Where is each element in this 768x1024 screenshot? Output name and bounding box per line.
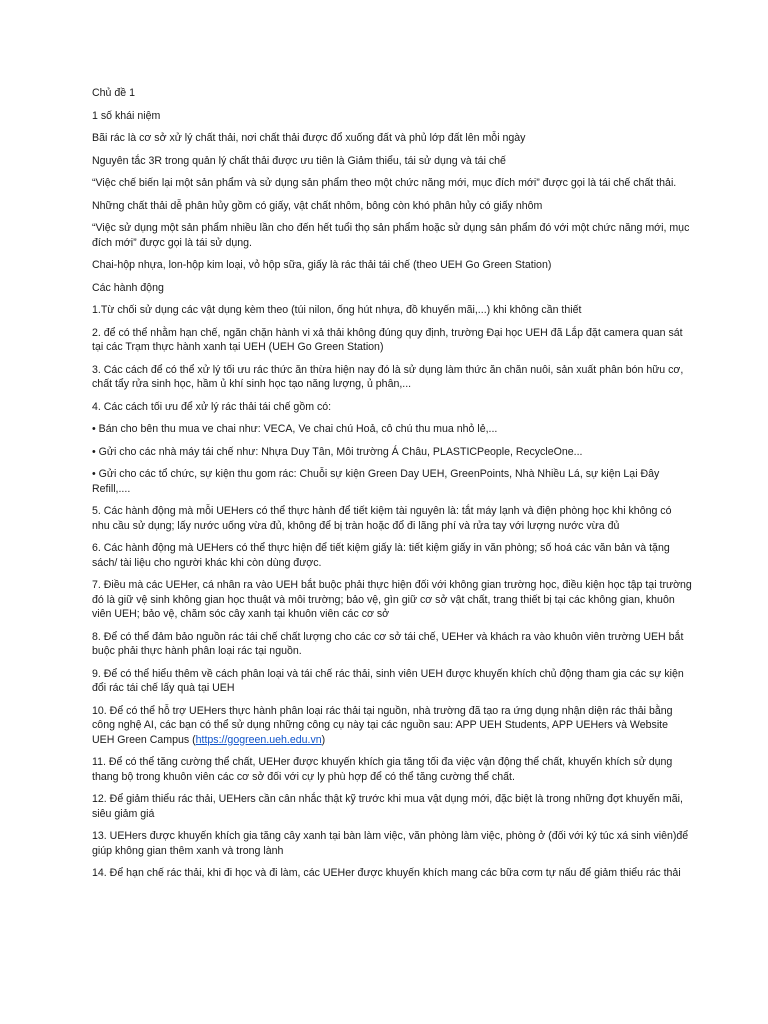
bullet-item: • Gửi cho các nhà máy tái chế như: Nhựa Duy Tân, Môi trường Á Châu, PLASTICPeople, RecycleOne... bbox=[92, 445, 583, 458]
action-item: 6. Các hành động mà UEHers có thể thực hiện để tiết kiệm giấy là: tiết kiệm giấy in văn phòng; số hoá các văn bản và tặng sách/ tài liệu cho người khác khi còn dùng được. bbox=[92, 542, 670, 569]
bullet-item: • Gửi cho các tổ chức, sự kiện thu gom rác: Chuỗi sự kiện Green Day UEH, GreenPoints, Nhà Nhiều Lá, sự kiện Lại Đây Refill,.... bbox=[92, 468, 660, 495]
action-item: 9. Để có thể hiểu thêm về cách phân loại và tái chế rác thải, sinh viên UEH được khuyến khích chủ động tham gia các sự kiện đổi rác tái chế lấy quà tại UEH bbox=[92, 667, 684, 694]
paragraph: “Việc sử dụng một sản phẩm nhiều lần cho đến hết tuổi thọ sản phẩm hoặc sử dụng sản phẩm đó với một chức năng mới, mục đích mới” được gọi là tái sử dụng. bbox=[92, 222, 690, 249]
action-item: 13. UEHers được khuyến khích gia tăng cây xanh tại bàn làm việc, văn phòng làm việc, phòng ở (đối với ký túc xá sinh viên)để giúp không gian thêm xanh và trong lành bbox=[92, 830, 689, 857]
gogreen-website-link[interactable]: https://gogreen.ueh.edu.vn bbox=[195, 733, 322, 746]
section-heading: Các hành động bbox=[92, 281, 164, 294]
paragraph-title: Chủ đề 1 bbox=[92, 87, 135, 99]
action-item-with-link bbox=[92, 704, 692, 748]
action-item: 14. Để hạn chế rác thải, khi đi học và đi làm, các UEHer được khuyến khích mang các bữa cơm tự nấu để giảm thiểu rác thải bbox=[92, 867, 681, 879]
action-item: 5. Các hành động mà mỗi UEHers có thể thực hành để tiết kiệm tài nguyên là: tắt máy lạnh và điện phòng học khi không có nhu cầu sử dụng; lấy nước uống vừa đủ, không để bị tràn hoặc đổ đi lãng phí và rửa tay với lượng nước vừa đủ bbox=[92, 505, 672, 532]
closing-paren: ) bbox=[321, 733, 326, 746]
paragraph: Những chất thải dễ phân hủy gồm có giấy, vật chất nhôm, bông còn khó phân hủy có giấy nhôm bbox=[92, 199, 543, 212]
action-item: 4. Các cách tối ưu để xử lý rác thải tái chế gồm có: bbox=[92, 400, 332, 413]
action-item: 7. Điều mà các UEHer, cá nhân ra vào UEH bắt buộc phải thực hiện đối với không gian trường học, điều kiện học tập tại trường đó là giữ vệ sinh không gian học thuật và môi trường; bảo vệ, gìn giữ cơ sở vật chất, trang thiết bị tại các không gian, khuôn viên UEH; bảo vệ, chăm sóc cây xanh tại khuôn viên các cơ sở bbox=[92, 579, 692, 620]
action-item: 2. để có thể nhằm hạn chế, ngăn chặn hành vi xả thải không đúng quy định, trường Đại học UEH đã Lắp đặt camera quan sát tại các Trạm thực hành xanh tại UEH (UEH Go Green Station) bbox=[92, 326, 683, 353]
action-item: 12. Để giảm thiểu rác thải, UEHers cần cân nhắc thật kỹ trước khi mua vật dụng mới, đặc biệt là trong những đợt khuyến mãi, siêu giảm giá bbox=[92, 793, 683, 820]
bullet-item: • Bán cho bên thu mua ve chai như: VECA, Ve chai chú Hoả, cô chú thu mua nhỏ lẻ,... bbox=[92, 423, 498, 435]
action-item-text: 10. Để có thể hỗ trợ UEHers thực hành phân loại rác thải tại nguồn, nhà trường đã tạo ra ứng dụng nhận diện rác thải bằng công nghệ AI, các bạn có thể sử dụng những công cụ này tại các nguồn sau: APP UEH Students, APP UEHers và Website UEH Green Campus ( bbox=[92, 704, 673, 746]
paragraph: “Việc chế biến lại một sản phẩm và sử dụng sản phẩm theo một chức năng mới, mục đích mới” được gọi là tái chế chất thải. bbox=[92, 177, 677, 189]
paragraph: Bãi rác là cơ sở xử lý chất thải, nơi chất thải được đổ xuống đất và phủ lớp đất lên mỗi ngày bbox=[92, 132, 526, 144]
action-item: 8. Để có thể đảm bảo nguồn rác tái chế chất lượng cho các cơ sở tái chế, UEHer và khách ra vào khuôn viên trường UEH bắt buộc phải thực hành phân loại rác tại nguồn. bbox=[92, 630, 684, 657]
action-item: 1.Từ chối sử dụng các vật dụng kèm theo (túi nilon, ống hút nhựa, đồ khuyến mãi,...) khi không cần thiết bbox=[92, 304, 582, 316]
paragraph: Nguyên tắc 3R trong quản lý chất thải được ưu tiên là Giảm thiểu, tái sử dụng và tái chế bbox=[92, 154, 506, 167]
paragraph-subtitle: 1 số khái niệm bbox=[92, 109, 161, 122]
paragraph: Chai-hộp nhựa, lon-hộp kim loại, vỏ hộp sữa, giấy là rác thải tái chế (theo UEH Go Green Station) bbox=[92, 259, 552, 271]
action-item: 3. Các cách để có thể xử lý tối ưu rác thức ăn thừa hiện nay đó là sử dụng làm thức ăn chăn nuôi, sản xuất phân bón hữu cơ, chất tẩy rửa sinh học, hầm ủ khí sinh học tạo năng lượng, ủ phân,... bbox=[92, 363, 684, 390]
action-item: 11. Để có thể tăng cường thể chất, UEHer được khuyến khích gia tăng tối đa việc vận động thể chất, khuyến khích sử dụng thang bộ trong khuôn viên các cơ sở đối với cự ly phù hợp để có thể tăng cường thể chất. bbox=[92, 756, 673, 783]
